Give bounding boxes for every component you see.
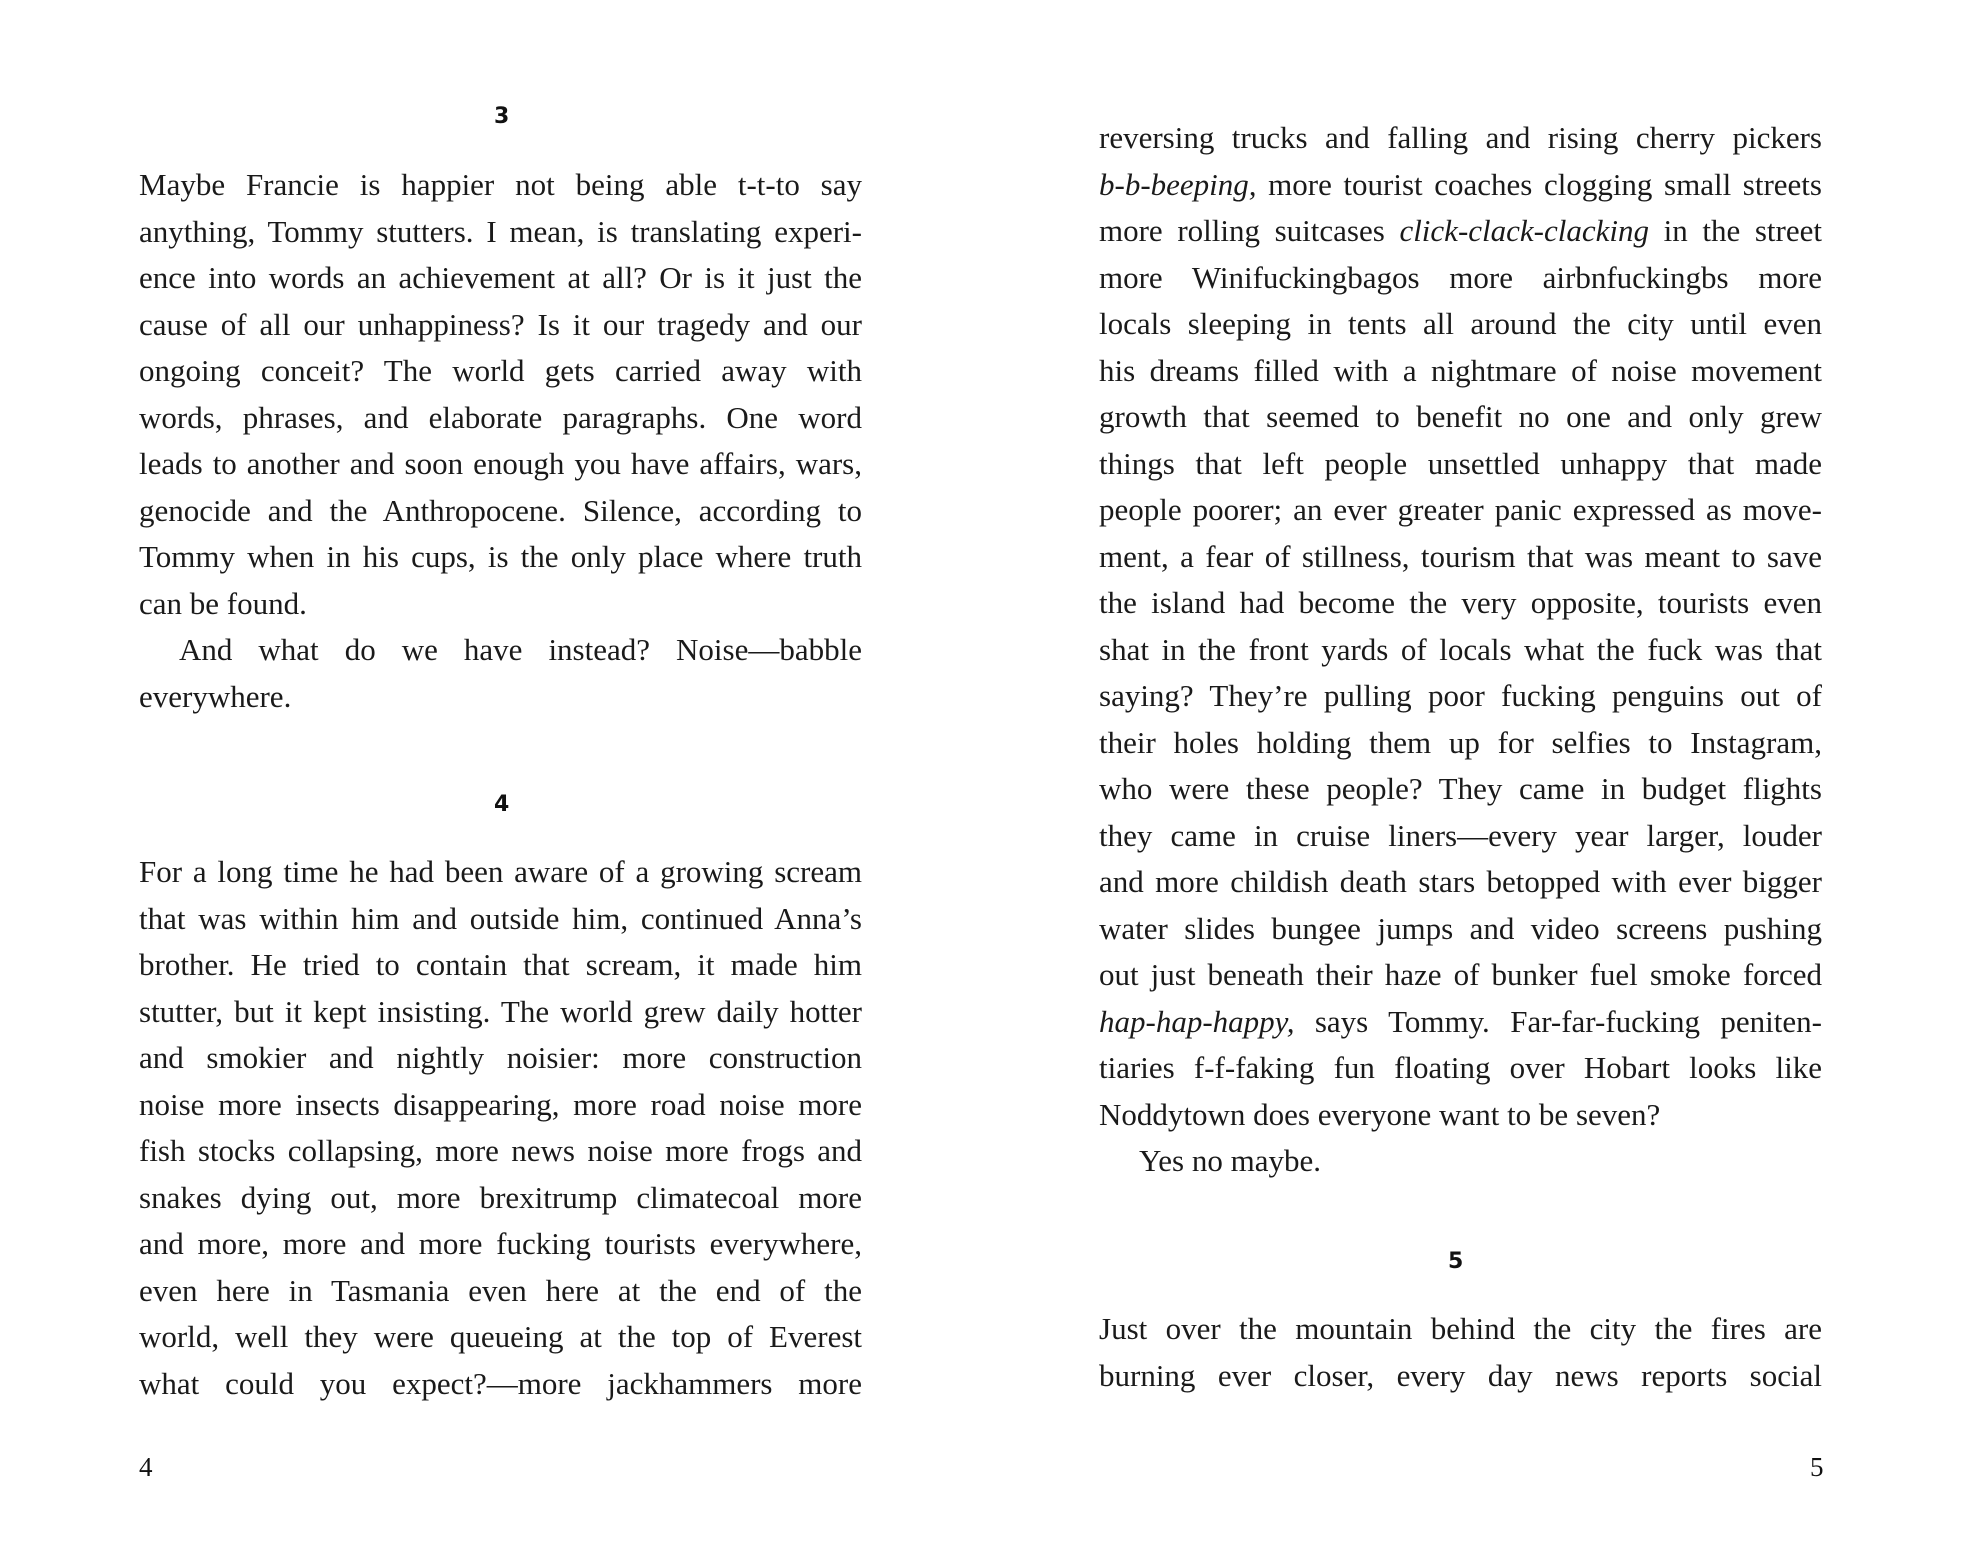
text-line: more Winifuckingbagos more airbnfuckingbs more [1099, 259, 1822, 295]
text-line: what could you expect?—more jackhammers more [139, 1365, 862, 1401]
section-4-text [139, 849, 862, 1407]
text-line: world, well they were queueing at the top of Everest [139, 1319, 862, 1354]
text-line: snakes dying out, more brexitrump climatecoal more [139, 1179, 862, 1215]
text-line: out just beneath their haze of bunker fuel smoke forced [1099, 957, 1822, 992]
text-line: anything, Tommy stutters. I mean, is translating experi- [139, 213, 862, 249]
text-line: For a long time he had been aware of a growing scream [139, 854, 862, 889]
text-fragment: says Tommy. Far-far-fucking peniten- [1294, 1003, 1822, 1039]
text-line: their holes holding them up for selfies to Instagram, [1099, 724, 1822, 760]
italic-onomatopoeia: hap-hap-happy, [1099, 1003, 1295, 1039]
section-number-4: 4 [494, 792, 510, 817]
section-5-text [1099, 1306, 1822, 1399]
text-line: that was within him and outside him, continued Anna’s [139, 900, 862, 936]
text-line: reversing trucks and falling and rising cherry pickers [1099, 120, 1822, 155]
text-line: who were these people? They came in budget flights [1099, 771, 1822, 806]
text-fragment: in the street [1648, 213, 1822, 248]
text-line: they came in cruise liners—every year larger, louder [1099, 817, 1822, 853]
text-line: cause of all our unhappiness? Is it our tragedy and our [139, 306, 862, 342]
section-3-text [139, 162, 862, 720]
text-line [1099, 162, 1822, 209]
text-line: water slides bungee jumps and video screens pushing [1099, 910, 1822, 946]
page-number: 5 [1810, 1452, 1824, 1482]
text-line: everywhere. [139, 678, 292, 714]
text-line: ment, a fear of stillness, tourism that was meant to save [1099, 538, 1822, 574]
text-line: his dreams filled with a nightmare of noise movement [1099, 352, 1822, 388]
text-fragment: more rolling suitcases [1099, 213, 1400, 248]
text-line: and smokier and nightly noisier: more construction [139, 1040, 862, 1075]
text-line: brother. He tried to contain that scream, it made him [139, 947, 862, 982]
text-line: stutter, but it kept insisting. The world grew daily hotter [139, 993, 862, 1029]
text-line: leads to another and soon enough you have affairs, wars, [139, 446, 862, 481]
text-line: things that left people unsettled unhappy that made [1099, 445, 1822, 481]
text-line: burning ever closer, every day news reports social [1099, 1357, 1822, 1393]
text-line: words, phrases, and elaborate paragraphs. One word [139, 399, 862, 435]
text-line: And what do we have instead? Noise—babble [179, 632, 862, 667]
text-line: and more childish death stars betopped with ever bigger [1099, 864, 1822, 899]
text-line [1099, 208, 1822, 255]
page-number: 4 [139, 1452, 153, 1482]
text-line: the island had become the very opposite, tourists even [1099, 585, 1822, 620]
text-fragment: more tourist coaches clogging small streets [1256, 166, 1822, 202]
text-line: ence into words an achievement at all? Or is it just the [139, 260, 862, 295]
text-line: growth that seemed to benefit no one and only grew [1099, 399, 1822, 434]
text-line: saying? They’re pulling poor fucking penguins out of [1099, 678, 1822, 713]
text-line [1099, 999, 1822, 1046]
text-line: Just over the mountain behind the city the fires are [1099, 1311, 1822, 1346]
text-line: Maybe Francie is happier not being able t-t-to say [139, 167, 862, 202]
italic-onomatopoeia: click-clack-clacking [1399, 213, 1649, 248]
text-line: can be found. [139, 585, 307, 621]
text-line: people poorer; an ever greater panic expressed as move- [1099, 492, 1822, 527]
italic-onomatopoeia: b-b-beeping, [1099, 166, 1257, 202]
text-line: locals sleeping in tents all around the city until even [1099, 306, 1822, 341]
right-page [988, 0, 1976, 1554]
text-line: shat in the front yards of locals what the fuck was that [1099, 631, 1822, 667]
section-number-5: 5 [1448, 1249, 1464, 1274]
text-line: Tommy when in his cups, is the only place where truth [139, 539, 862, 574]
text-line: even here in Tasmania even here at the end of the [139, 1272, 862, 1308]
text-line: ongoing conceit? The world gets carried away with [139, 353, 862, 388]
continuation-text [1099, 115, 1822, 1185]
text-line: genocide and the Anthropocene. Silence, according to [139, 492, 862, 528]
text-line: fish stocks collapsing, more news noise more frogs and [139, 1133, 862, 1168]
section-number-3: 3 [494, 104, 510, 129]
text-line: noise more insects disappearing, more road noise more [139, 1086, 862, 1122]
text-line: tiaries f-f-faking fun floating over Hobart looks like [1099, 1050, 1822, 1085]
text-line: Yes no maybe. [1139, 1143, 1321, 1178]
text-line: and more, more and more fucking tourists everywhere, [139, 1226, 862, 1261]
text-line: Noddytown does everyone want to be seven? [1099, 1096, 1661, 1132]
